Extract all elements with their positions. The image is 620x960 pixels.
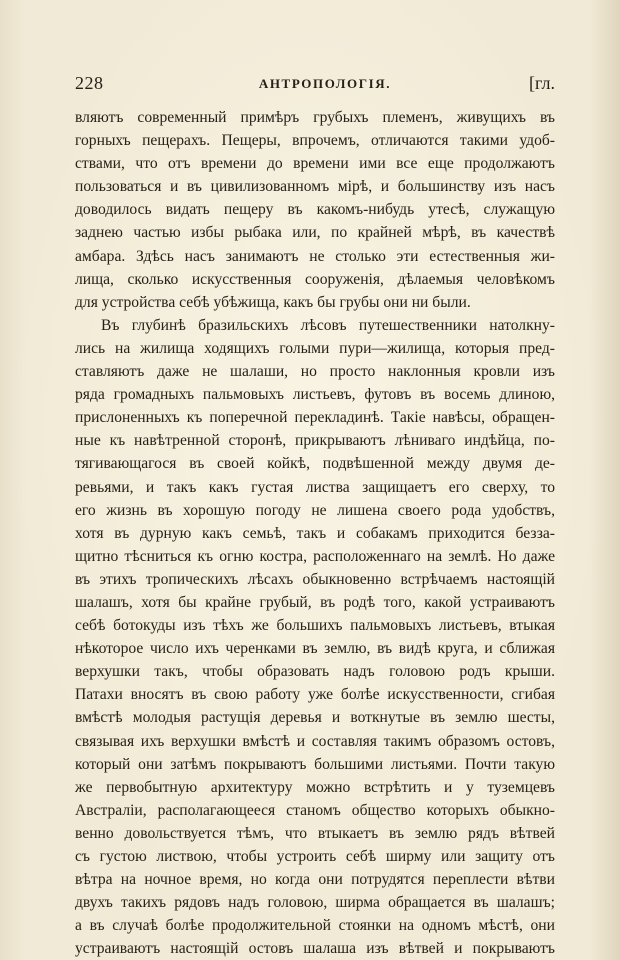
text-line: амбара. Здѣсь насъ занимаютъ не столько эти естественныя жи-: [75, 247, 555, 265]
paragraph-end-line: для устройства себѣ убѣжища, какъ бы грубы они ни были.: [75, 293, 471, 311]
body-text: [75, 106, 555, 960]
text-line: вмѣстѣ молодыя растущія деревья и воткнутые въ землю шесты,: [75, 709, 555, 727]
text-line: лись на жилища ходящихъ голыми пури—жилища, которыя пред-: [75, 339, 555, 357]
text-line: шалашъ, хотя бы крайне грубый, въ родѣ того, какой устраиваютъ: [75, 593, 555, 611]
text-line: заднею частью избы рыбака или, по крайней мѣрѣ, въ качествѣ: [75, 224, 555, 242]
paragraph-first-line: Въ глубинѣ бразильскихъ лѣсовъ путешественники натолкну-: [101, 316, 555, 334]
text-line: горныхъ пещерахъ. Пещеры, впрочемъ, отличаются такими удоб-: [75, 132, 555, 150]
page-header: [75, 73, 555, 97]
text-line: двухъ такихъ рядовъ надъ головою, ширма обращается въ шалашъ;: [75, 894, 555, 912]
text-line: нѣкоторое число ихъ черенками въ землю, въ видѣ круга, и сближая: [75, 640, 555, 658]
text-line: ствами, что отъ времени до времени ими все еще продолжаютъ: [75, 155, 555, 173]
text-line: Австраліи, располагающееся станомъ общество которыхъ обыкно-: [75, 801, 555, 819]
text-line: его жизнь въ хорошую погоду не лишена своего рода удобствъ,: [75, 501, 555, 519]
text-line: тягивающагося въ своей койкѣ, подвѣшенной между двумя де-: [75, 455, 555, 473]
text-line: связывая ихъ верхушки вмѣстѣ и составляя такимъ образомъ остовъ,: [75, 732, 555, 750]
text-line: же первобытную архитектуру можно встрѣтить и у туземцевъ: [75, 778, 555, 796]
text-line: ревьями, и такъ какъ густая листва защищаетъ его сверху, то: [75, 478, 555, 496]
text-line: доводилось видать пещеру въ какомъ-нибудь утесѣ, служащую: [75, 201, 555, 219]
text-line: ряда громадныхъ пальмовыхъ листьевъ, футовъ въ восемь длиною,: [75, 386, 555, 404]
text-line: съ густою листвою, чтобы устроить себѣ ширму или защиту отъ: [75, 848, 555, 865]
text-line: хотя въ дурную какъ семьѣ, такъ и собакамъ приходится безза-: [75, 524, 555, 542]
text-line: Патахи вносятъ въ свою работу уже болѣе искусственности, сгибая: [75, 686, 555, 704]
text-line: ставляютъ даже не шалаши, но просто наклонныя кровли изъ: [75, 363, 555, 381]
text-line: верхушки такъ, чтобы образовать надъ головою родъ крыши.: [75, 663, 555, 681]
text-line: вѣтра на ночное время, но когда они потрудятся переплести вѣтви: [75, 871, 555, 889]
text-line: лища, сколько искусственныя сооруженія, дѣлаемыя человѣкомъ: [75, 270, 555, 288]
page-number: 228: [75, 73, 104, 93]
running-title: АНТРОПОЛОГІЯ.: [258, 76, 392, 91]
text-line: ные къ навѣтренной сторонѣ, прикрываютъ лѣниваго индѣйца, по-: [75, 432, 555, 450]
text-line: щитно тѣсниться къ огню костра, расположеннаго на землѣ. Но даже: [75, 547, 555, 565]
text-line: вляютъ современный примѣръ грубыхъ племенъ, живущихъ въ: [75, 109, 555, 126]
chapter-mark: [гл.: [529, 73, 555, 93]
text-line: пользоваться и въ цивилизованномъ мірѣ, и большинству изъ насъ: [75, 178, 555, 196]
text-line: который они затѣмъ покрываютъ большими листьями. Почти такую: [75, 755, 555, 773]
text-line: венно довольствуется тѣмъ, что втыкаетъ въ землю рядъ вѣтвей: [75, 824, 555, 842]
text-line: прислоненныхъ къ поперечной перекладинѣ. Такіе навѣсы, обращен-: [75, 409, 555, 427]
text-line: устраиваютъ настоящій остовъ шалаша изъ вѣтвей и покрываютъ: [75, 940, 555, 958]
text-line: себѣ ботокуды изъ тѣхъ же большихъ пальмовыхъ листьевъ, втыкая: [75, 617, 555, 635]
text-line: а въ случаѣ болѣе продолжительной стоянки на одномъ мѣстѣ, они: [75, 917, 555, 935]
text-line: въ этихъ тропическихъ лѣсахъ обыкновенно встрѣчаемъ настоящій: [75, 570, 555, 588]
